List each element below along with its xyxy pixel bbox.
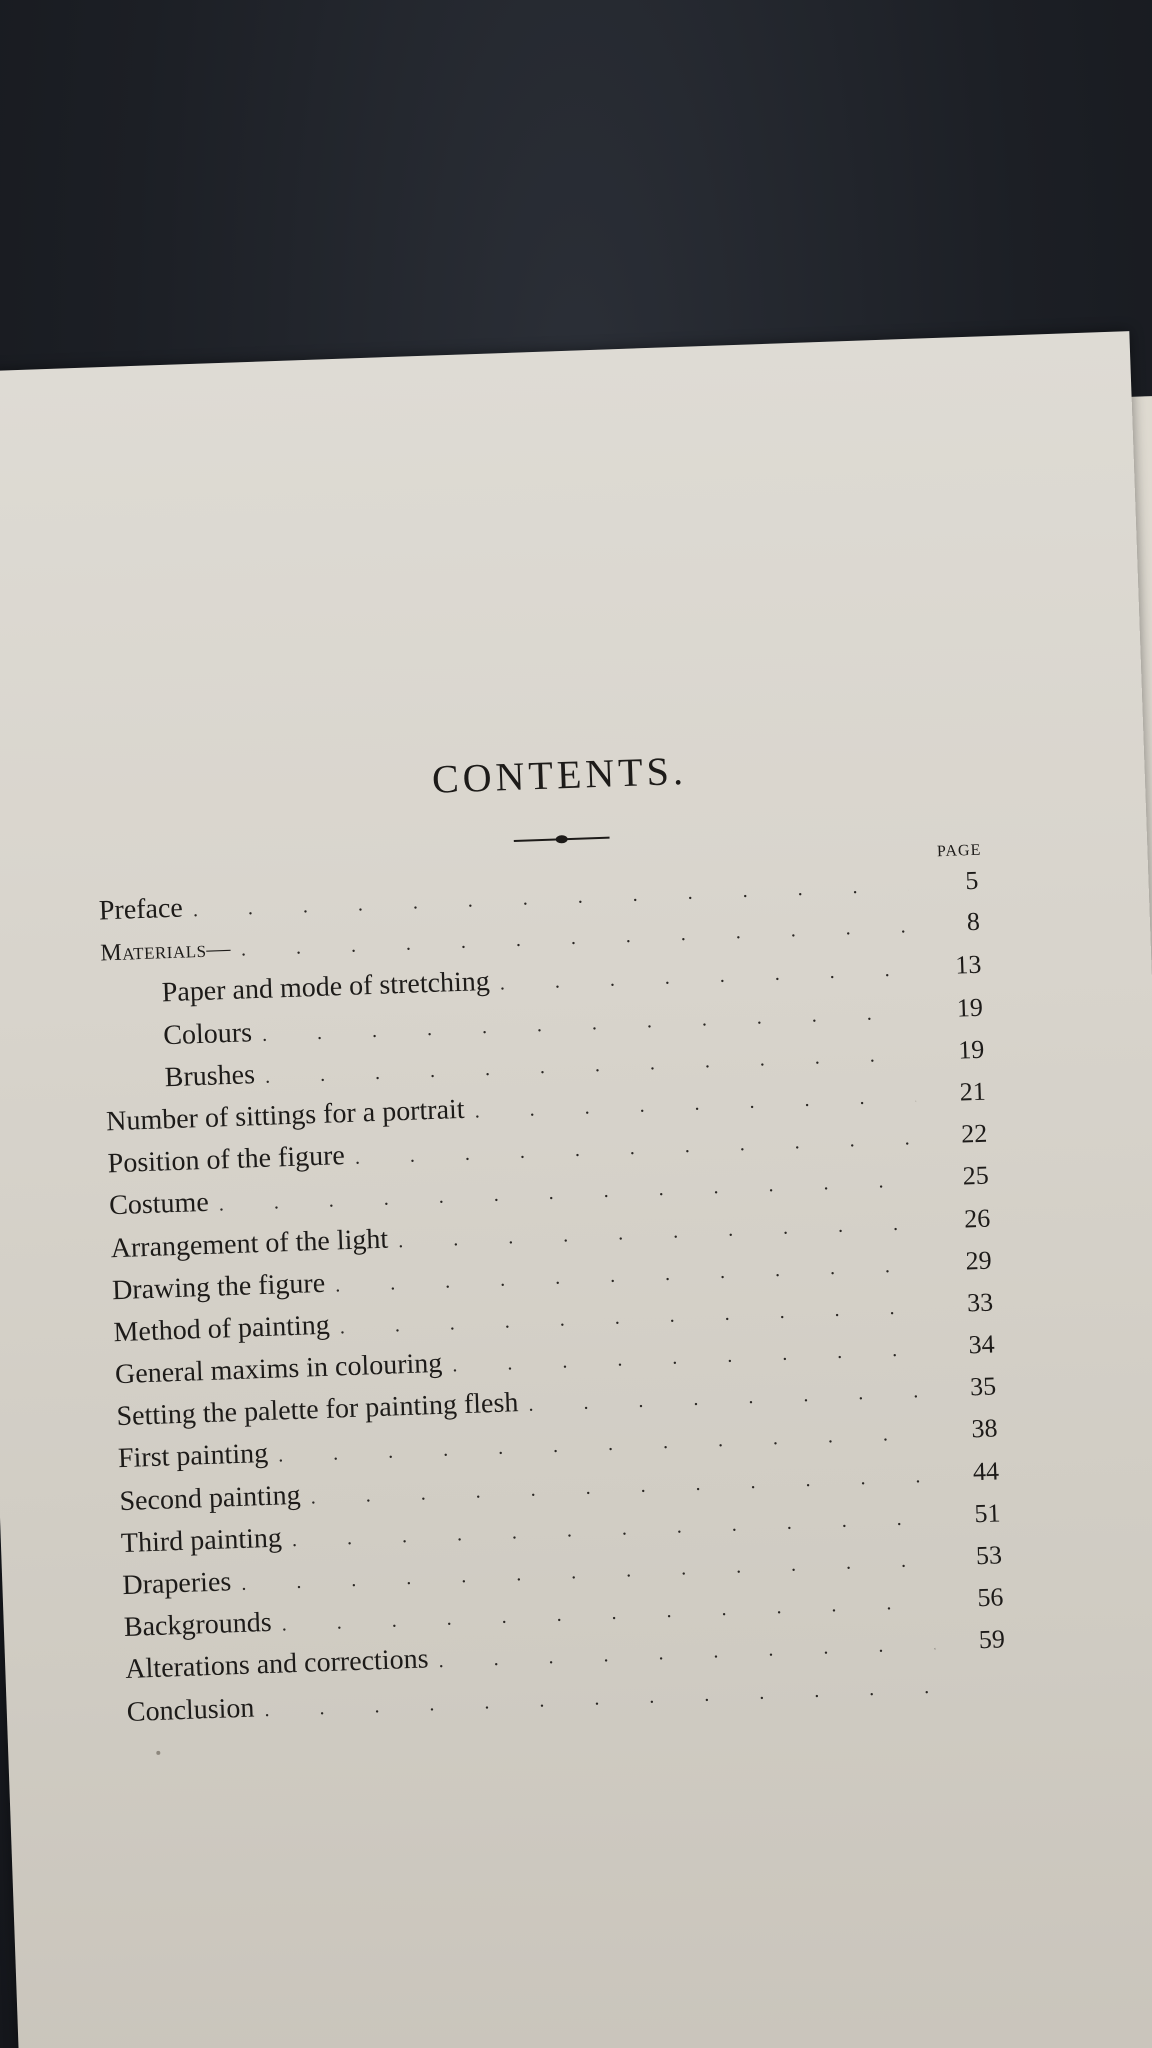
toc-entry-page-number: 59 [978,1624,1006,1655]
toc-entry-title: Method of painting [113,1309,331,1349]
toc-entry-title: Alterations and corrections [124,1643,429,1686]
toc-entry-title: Costume [108,1187,210,1222]
page-content [0,331,1152,2048]
toc-entry-page-number: 19 [957,1034,985,1065]
toc-entry-title: Colours [162,1016,253,1051]
toc-entry-title: First painting [117,1438,269,1475]
toc-entry-page-number: 56 [976,1582,1004,1613]
toc-entry-title: Number of sittings for a portrait [105,1093,466,1138]
page-column-label: PAGE [936,841,982,861]
toc-entry-title: Preface [98,892,184,927]
toc-entry-title: Draperies [121,1566,232,1602]
toc-entry-page-number: 53 [975,1540,1003,1571]
toc-entry-title: Backgrounds [123,1607,273,1644]
toc-entry-page-number: 34 [968,1329,996,1360]
toc-entry-page-number: 25 [962,1160,990,1191]
toc-entry-page-number: 51 [973,1498,1001,1529]
toc-entry-title: Brushes [164,1058,256,1094]
toc-entry-page-number: 5 [964,865,979,896]
toc-entry-page-number: 8 [966,906,981,937]
dot-leader [528,1380,927,1417]
toc-entry-page-number: 26 [963,1203,991,1233]
dot-leader [499,959,911,996]
dot-leader [474,1085,916,1123]
contents-list [98,865,1007,1739]
toc-entry-title: Second painting [118,1479,302,1517]
toc-entry-title: Position of the figure [107,1140,346,1180]
toc-entry-page-number: 35 [969,1371,997,1402]
toc-entry-page-number: 29 [965,1245,993,1276]
toc-entry-title: Materials— [99,936,232,967]
toc-entry-page-number: 38 [971,1413,999,1444]
toc-entry-title: Conclusion [126,1692,255,1728]
ornament-rule [513,832,609,847]
toc-entry-page-number [947,1690,1007,1692]
book-page [0,331,1152,2048]
toc-entry-page-number: 33 [966,1287,994,1318]
toc-entry-title: Setting the palette for painting flesh [116,1387,519,1433]
page-title: CONTENTS. [431,747,688,802]
toc-entry-page-number: 22 [960,1118,988,1149]
toc-entry-title: Paper and mode of stretching [161,966,491,1009]
toc-entry-title: Third painting [120,1522,283,1559]
toc-entry-page-number: 21 [959,1076,987,1107]
toc-entry-title: Arrangement of the light [110,1223,389,1264]
toc-entry-page-number: 19 [956,992,984,1023]
toc-entry-page-number: 13 [954,950,982,980]
toc-entry-title: Drawing the figure [111,1267,326,1306]
paper-speck [156,1751,160,1755]
toc-entry-title: General maxims in colouring [114,1347,443,1391]
toc-entry-page-number: 44 [972,1456,1000,1486]
